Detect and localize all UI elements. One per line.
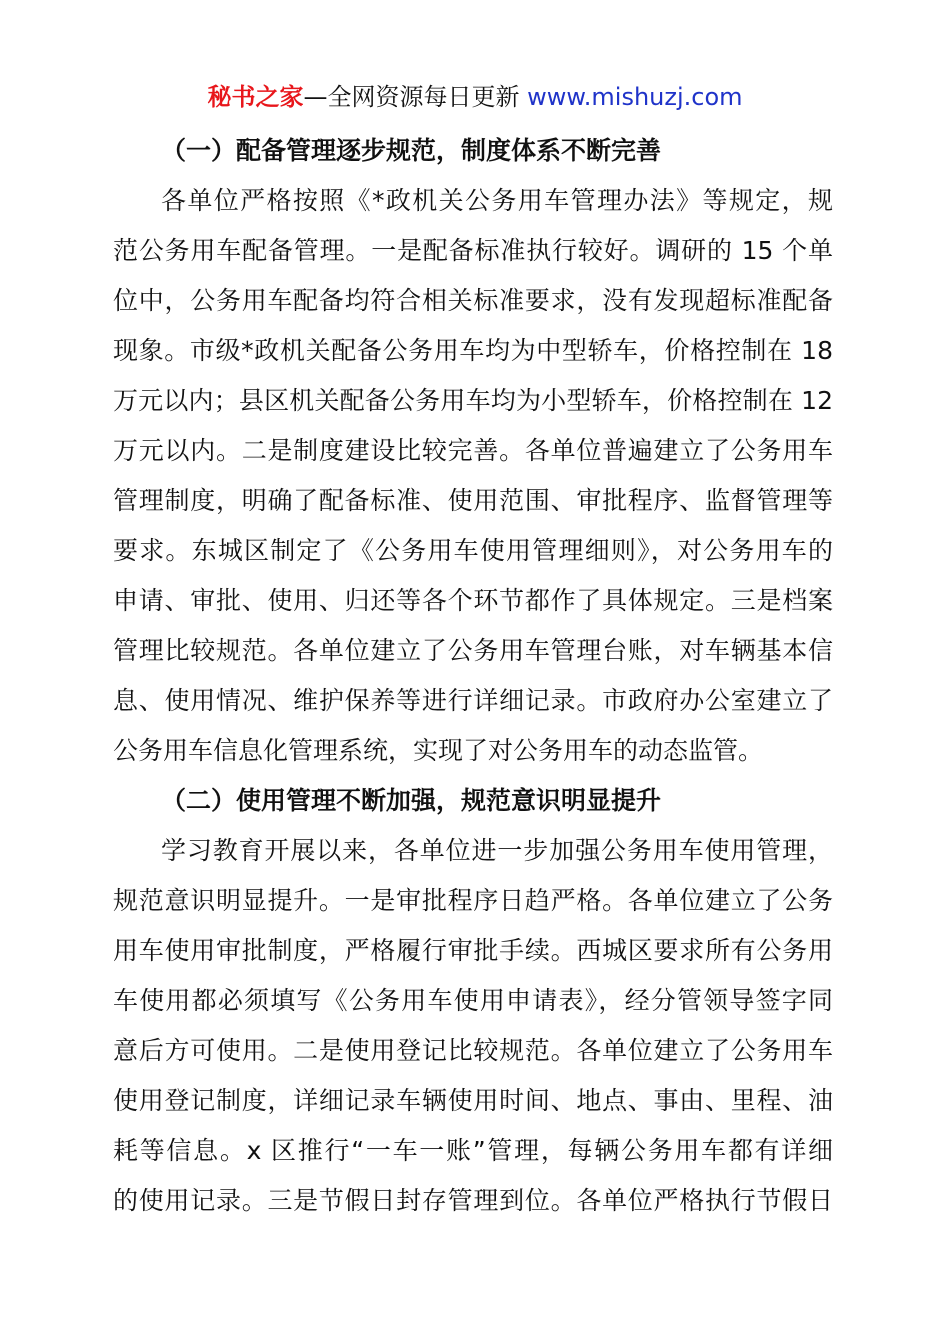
document-body — [113, 126, 833, 1226]
section-1-heading: （一）配备管理逐步规范，制度体系不断完善 — [161, 136, 662, 165]
paragraph-line: 公务用车信息化管理系统，实现了对公务用车的动态监管。 — [113, 736, 764, 765]
paragraph-line: 用车使用审批制度，严格履行审批手续。西城区要求所有公务用 — [113, 936, 833, 965]
paragraph-line: 规范意识明显提升。一是审批程序日趋严格。各单位建立了公务 — [113, 886, 833, 915]
section-1 — [113, 126, 833, 776]
paragraph-line: 各单位严格按照《*政机关公务用车管理办法》等规定，规 — [161, 186, 833, 215]
paragraph-line: 管理比较规范。各单位建立了公务用车管理台账，对车辆基本信 — [113, 636, 833, 665]
paragraph-line: 范公务用车配备管理。一是配备标准执行较好。调研的 15 个单 — [113, 236, 833, 265]
paragraph-line: 学习教育开展以来，各单位进一步加强公务用车使用管理， — [161, 836, 833, 865]
banner-url-link[interactable]: www.mishuzj.com — [527, 83, 743, 111]
section-2-paragraph — [113, 826, 833, 1226]
site-banner — [0, 80, 950, 114]
banner-brand: 秘书之家 — [207, 83, 304, 111]
paragraph-line: 要求。东城区制定了《公务用车使用管理细则》，对公务用车的 — [113, 536, 833, 565]
paragraph-line: 申请、审批、使用、归还等各个环节都作了具体规定。三是档案 — [113, 586, 833, 615]
paragraph-line: 息、使用情况、维护保养等进行详细记录。市政府办公室建立了 — [113, 686, 833, 715]
paragraph-line: 的使用记录。三是节假日封存管理到位。各单位严格执行节假日 — [113, 1186, 833, 1215]
paragraph-line: 使用登记制度，详细记录车辆使用时间、地点、事由、里程、油 — [113, 1086, 833, 1115]
section-2-heading: （二）使用管理不断加强，规范意识明显提升 — [161, 786, 662, 815]
paragraph-line: 管理制度，明确了配备标准、使用范围、审批程序、监督管理等 — [113, 486, 833, 515]
paragraph-line: 耗等信息。x 区推行“一车一账”管理，每辆公务用车都有详细 — [113, 1136, 833, 1165]
section-2 — [113, 776, 833, 1226]
paragraph-line: 万元以内；县区机关配备公务用车均为小型轿车，价格控制在 12 — [113, 386, 833, 415]
paragraph-line: 现象。市级*政机关配备公务用车均为中型轿车，价格控制在 18 — [113, 336, 833, 365]
paragraph-line: 车使用都必须填写《公务用车使用申请表》，经分管领导签字同 — [113, 986, 833, 1015]
section-1-paragraph — [113, 176, 833, 776]
paragraph-line: 万元以内。二是制度建设比较完善。各单位普遍建立了公务用车 — [113, 436, 833, 465]
paragraph-line: 位中，公务用车配备均符合相关标准要求，没有发现超标准配备 — [113, 286, 833, 315]
banner-tagline: —全网资源每日更新 — [303, 83, 520, 111]
paragraph-line: 意后方可使用。二是使用登记比较规范。各单位建立了公务用车 — [113, 1036, 833, 1065]
